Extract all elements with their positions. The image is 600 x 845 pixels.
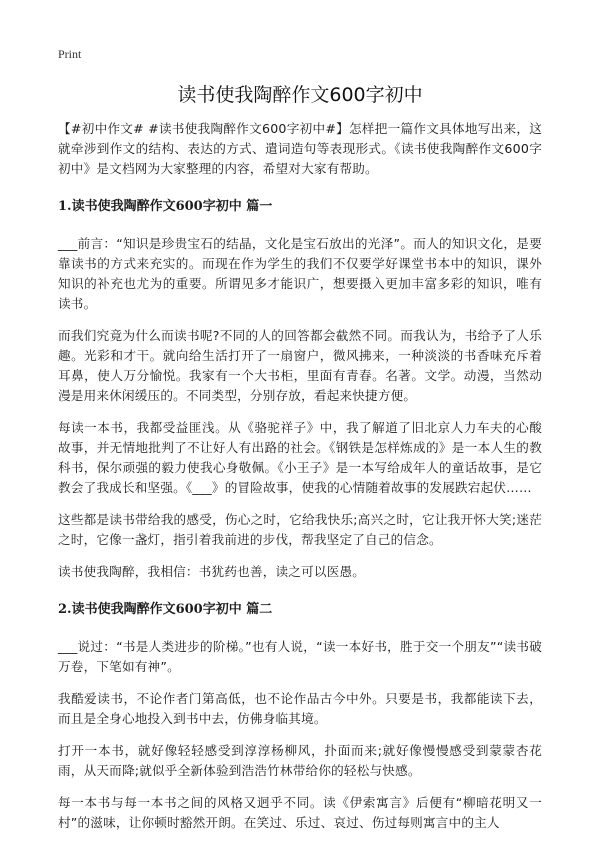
section-2-paragraph-1: ___说过：“书是人类进步的阶梯。”也有人说，“读一本好书，胜于交一个朋友”“读书破万卷，下笔如有神”。 [58,639,542,674]
section-1-paragraph-3: 每读一本书，我都受益匪浅。从《骆驼祥子》中，我了解道了旧北京人力车夫的心酸故事，并无情地批判了不让好人有出路的社会。《钢铁是怎样炼成的》是一本人生的教科书，保尔顽强的毅力使我心身敬佩。《小王子》是一本写给成年人的童话故事，是它教会了我成长和坚强。《___》的冒险故事，使我的心情随着故事的发展跌宕起伏…… [58,420,542,495]
document-body [58,119,542,845]
section-2-paragraph-3: 打开一本书，就好像轻轻感受到淳淳杨柳风，扑面而来;就好像慢慢感受到蒙蒙杏花雨，从天而降;就似乎全新体验到浩浩竹林带给你的轻松与快感。 [58,743,542,778]
section-heading-2: 2.读书使我陶醉作文600字初中 篇二 [58,602,273,617]
section-heading-1: 1.读书使我陶醉作文600字初中 篇一 [58,199,273,214]
section-1-paragraph-2: 而我们究竟为什么而读书呢?不同的人的回答都会截然不同。而我认为，书给予了人乐趣。光彩和才干。就向给生活打开了一扇窗户，微风拂来，一种淡淡的书香味充斥着耳鼻，使人万分愉悦。我家有一个大书柜，里面有青春。名著。文学。动漫，当然动漫是用来休闲缓压的。不同类型，分别存放，看起来快捷方便。 [58,328,542,403]
section-2-paragraph-4: 每一本书与每一本书之间的风格又迥乎不同。读《伊索寓言》后便有“柳暗花明又一村”的滋味，让你顿时豁然开朗。在笑过、乐过、哀过、伤过每则寓言中的主人 [58,795,542,830]
section-1-paragraph-5: 读书使我陶醉，我相信：书犹药也善，读之可以医愚。 [58,564,366,579]
print-label: Print [58,47,82,61]
section-1-paragraph-4: 这些都是读书带给我的感受，伤心之时，它给我快乐;高兴之时，它让我开怀大笑;迷茫之时，它像一盏灯，指引着我前进的步伐，帮我坚定了自己的信念。 [58,512,542,547]
intro-paragraph: 【#初中作文# #读书使我陶醉作文600字初中#】怎样把一篇作文具体地写出来，这就牵涉到作文的结构、表达的方式、遣词造句等表现形式。《读书使我陶醉作文600字初中》是文档网为大家整理的内容，希望对大家有帮助。 [58,121,542,176]
section-2-paragraph-2: 我酷爱读书，不论作者门第高低，也不论作品古今中外。只要是书，我都能读下去，而且是全身心地投入到书中去，仿佛身临其境。 [58,691,542,726]
section-1-paragraph-1: ___前言：“知识是珍贵宝石的结晶，文化是宝石放出的光泽”。而人的知识文化，是要靠读书的方式来充实的。而现在作为学生的我们不仅要学好课堂书本中的知识，课外知识的补充也尤为的重要。所谓见多才能识广，想要摄入更加丰富多彩的知识，唯有读书。 [58,236,542,311]
document-title: 读书使我陶醉作文600字初中 [177,84,423,106]
